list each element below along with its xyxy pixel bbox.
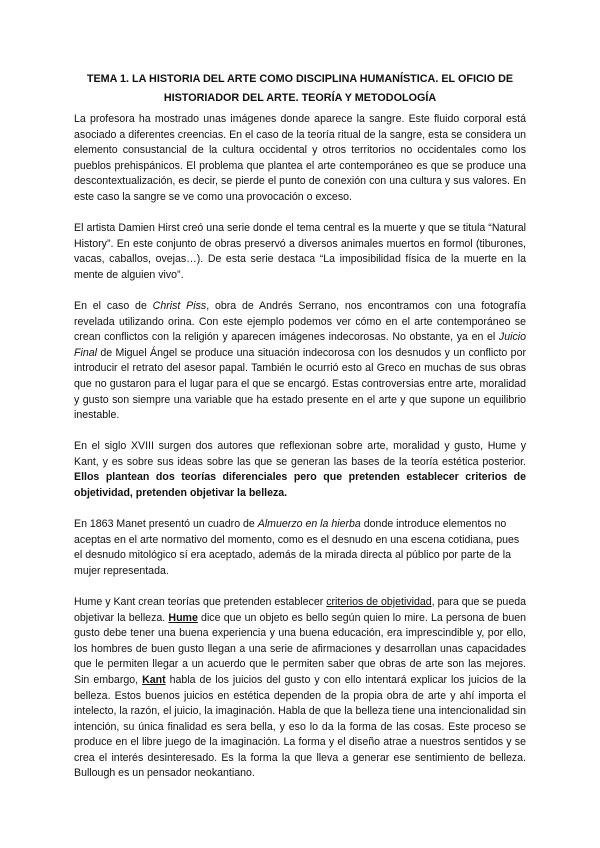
artwork-title-christ-piss: Christ Piss	[152, 299, 207, 312]
text-run: habla de los juicios del gusto y con ello intentará explicar los juicios de la belleza. Estos buenos juicios en estética dependen de la propia obra de arte y ahí importa el intelecto, la razón, el juicio, la imaginación. Habla de que la belleza tiene una intencionalidad sin intención, su única finalidad es sera bella, y eso lo da la forma de las cosas. Este proceso se produce en el libre juego de la imaginación. La forma y el diseño atrae a nuestros sentidos y se crea el interés desinteresado. Es la forma la que lleva a generar ese sentimiento de belleza. Bullough es un pensador neokantiano.	[74, 673, 527, 780]
document-page	[74, 70, 526, 798]
artwork-title-juicio-final: Juicio Final	[74, 331, 526, 359]
bold-statement: Ellos plantean dos teorías diferenciales pero que pretenden establecer criterios de objetividad, pretenden objetivar la belleza.	[74, 471, 526, 499]
text-run: En 1863 Manet presentó un cuadro de	[74, 518, 258, 531]
underlined-term-criterios: criterios de objetividad	[326, 595, 432, 608]
paragraph-siglo-xviii	[74, 439, 526, 501]
paragraph-hume-kant	[74, 595, 526, 782]
paragraph-damien-hirst: El artista Damien Hirst creó una serie donde el tema central es la muerte y que se titula “Natural History”. En este conjunto de obras preservó a diversos animales muertos en formol (tiburones, vacas, caballos, ovejas…). De esta serie destaca “La imposibilidad física de la muerte en la mente de alguien vivo”.	[74, 222, 526, 281]
artwork-title-almuerzo: Almuerzo en la hierba	[257, 518, 361, 531]
text-run: dice que un objeto es bello según quien lo mire. La persona de buen gusto debe tener una buena experiencia y una buena educación, era imprescindible y, por ello, los hombres de buen gusto llegan a una serie de afirmaciones y desarrollan unas capacidades que le permiten llegar a un acuerdo que le permiten saber que obras de arte son las mejores. Sin embargo,	[74, 611, 526, 686]
text-run: de Miguel Ángel se produce una situación indecorosa con los desnudos y un conflicto por introducir el retrato del asesor papal. También le ocurrió esto al Greco en muchas de sus obras que no gustaron para el lugar para el que se encargó. Estas controversias entre arte, moralidad y gusto son siempre una variable que ha estado presente en el arte y que supone un equilibrio inestable.	[74, 346, 526, 422]
paragraph-manet	[74, 517, 526, 579]
document-title: TEMA 1. LA HISTORIA DEL ARTE COMO DISCIPLINA HUMANÍSTICA. EL OFICIO DE HISTORIADOR DEL ARTE. TEORÍA Y METODOLOGÍA	[86, 73, 514, 104]
text-run: En el caso de	[74, 299, 153, 312]
text-run: donde introduce elementos no aceptas en el arte normativo del momento, como es el desnudo en una escena cotidiana, pues el desnudo mitológico sí era aceptado, además de la mirada directa al público por parte de la mujer representada.	[74, 518, 520, 577]
text-run: , para que se pueda objetivar la belleza.	[74, 595, 526, 624]
text-run: En el siglo XVIII surgen dos autores que reflexionan sobre arte, moralidad y gusto, Hume y Kant, y es sobre sus ideas sobre las que se generan las bases de la teoría estética posterior.	[74, 440, 526, 468]
paragraph-sangre: La profesora ha mostrado unas imágenes donde aparece la sangre. Este fluido corporal está asociado a diferentes creencias. En el caso de la teoría ritual de la sangre, esta se considera un elemento consustancial de la cultura occidental y otros territorios no occidentales como los pueblos prehispánicos. El problema que plantea el arte contemporáneo es que se produce una descontextualización, es decir, se pierde el punto de conexión con una cultura y sus valores. En este caso la sangre se ve como una provocación o exceso.	[74, 113, 526, 203]
author-name-kant: Kant	[142, 673, 166, 686]
text-run: Hume y Kant crean teorías que pretenden establecer	[74, 595, 327, 608]
author-name-hume: Hume	[168, 611, 198, 624]
paragraph-christ-piss	[74, 299, 526, 424]
text-run: , obra de Andrés Serrano, nos encontramos con una fotografía revelada utilizando orina. Con este ejemplo podemos ver cómo en el arte contemporáneo se crean conflictos con la religión y aparecen imágenes indecorosas. No obstante, ya en el	[74, 299, 527, 344]
